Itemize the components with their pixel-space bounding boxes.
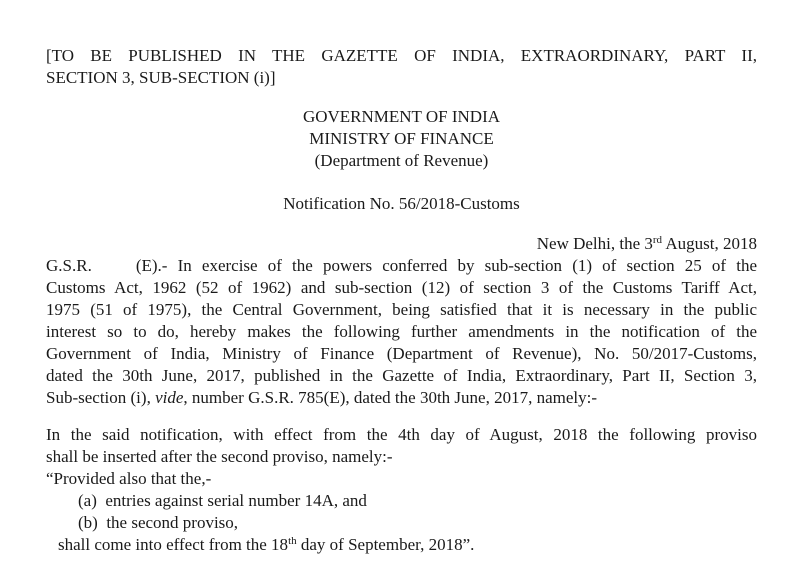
opening-paragraph-line — [46, 299, 757, 321]
opening-paragraph-line — [46, 321, 757, 343]
text-segment: SECTION 3, SUB-SECTION (i)] — [46, 68, 276, 87]
text-segment: th — [288, 535, 297, 547]
opening-paragraph — [46, 255, 757, 409]
text-segment: interest so to do, hereby makes the following further amendments in the notification of the — [46, 322, 757, 341]
text-segment: New Delhi, the 3 — [536, 234, 653, 253]
text-segment: shall be inserted after the second proviso, namely:- — [46, 447, 393, 466]
gazette-publication-heading — [46, 45, 757, 89]
opening-paragraph-line — [46, 343, 757, 365]
text-segment: MINISTRY OF FINANCE — [309, 129, 494, 148]
text-segment: [TO BE PUBLISHED IN THE GAZETTE OF INDIA, EXTRAORDINARY, PART II, — [46, 46, 757, 65]
text-segment: Sub-section (i), — [46, 388, 156, 407]
text-segment: Notification No. 56/2018-Customs — [283, 194, 520, 213]
text-segment: GOVERNMENT OF INDIA — [302, 107, 501, 126]
issuing-authority-block-line — [46, 106, 757, 128]
text-segment: day of September, 2018”. — [296, 535, 475, 554]
text-segment: G.S.R. — [46, 256, 92, 275]
amendment-paragraph-line — [46, 490, 757, 512]
text-segment: vide — [155, 388, 184, 407]
text-segment: “Provided also that the,- — [46, 469, 212, 488]
text-segment: dated the 30th June, 2017, published in the Gazette of India, Extraordinary, Part II, Section 3, — [46, 366, 757, 385]
amendment-paragraph-line — [46, 424, 757, 446]
notification-number-line — [46, 193, 757, 215]
text-segment: Customs Act, 1962 (52 of 1962) and sub-section (12) of section 3 of the Customs Tariff Act, — [46, 278, 757, 297]
opening-paragraph-line — [46, 255, 757, 277]
issuing-authority-block-line — [46, 150, 757, 172]
text-segment: (Department of Revenue) — [314, 151, 489, 170]
place-date-line-line — [46, 233, 757, 255]
opening-paragraph-line — [46, 365, 757, 387]
text-segment: August, 2018 — [662, 234, 757, 253]
gazette-publication-heading-line — [46, 67, 757, 89]
text-segment: 1975 (51 of 1975), the Central Government, being satisfied that it is necessary in the public — [46, 300, 757, 319]
text-segment: In the said notification, with effect from the 4th day of August, 2018 the following proviso — [46, 425, 757, 444]
text-segment: Government of India, Ministry of Finance (Department of Revenue), No. 50/2017-Customs, — [46, 344, 757, 363]
amendment-paragraph-line — [46, 534, 757, 556]
text-segment: , number G.S.R. 785(E), dated the 30th June, 2017, namely:- — [183, 388, 598, 407]
amendment-paragraph-line — [46, 512, 757, 534]
opening-paragraph-line — [46, 387, 757, 409]
opening-paragraph-line — [46, 277, 757, 299]
text-segment: shall come into effect from the 18 — [58, 535, 289, 554]
amendment-paragraph-line — [46, 468, 757, 490]
notification-number-line-line — [46, 193, 757, 215]
text-segment: (E).- In exercise of the powers conferred by sub-section (1) of section 25 of the — [135, 256, 757, 275]
amendment-paragraph — [46, 424, 757, 556]
issuing-authority-block-line — [46, 128, 757, 150]
place-date-line — [46, 233, 757, 255]
amendment-paragraph-line — [46, 446, 757, 468]
gazette-publication-heading-line — [46, 45, 757, 67]
issuing-authority-block — [46, 106, 757, 172]
text-segment: rd — [652, 234, 663, 246]
text-segment: (a) entries against serial number 14A, and — [78, 491, 367, 510]
text-segment: (b) the second proviso, — [78, 513, 239, 532]
document-content — [46, 45, 757, 556]
